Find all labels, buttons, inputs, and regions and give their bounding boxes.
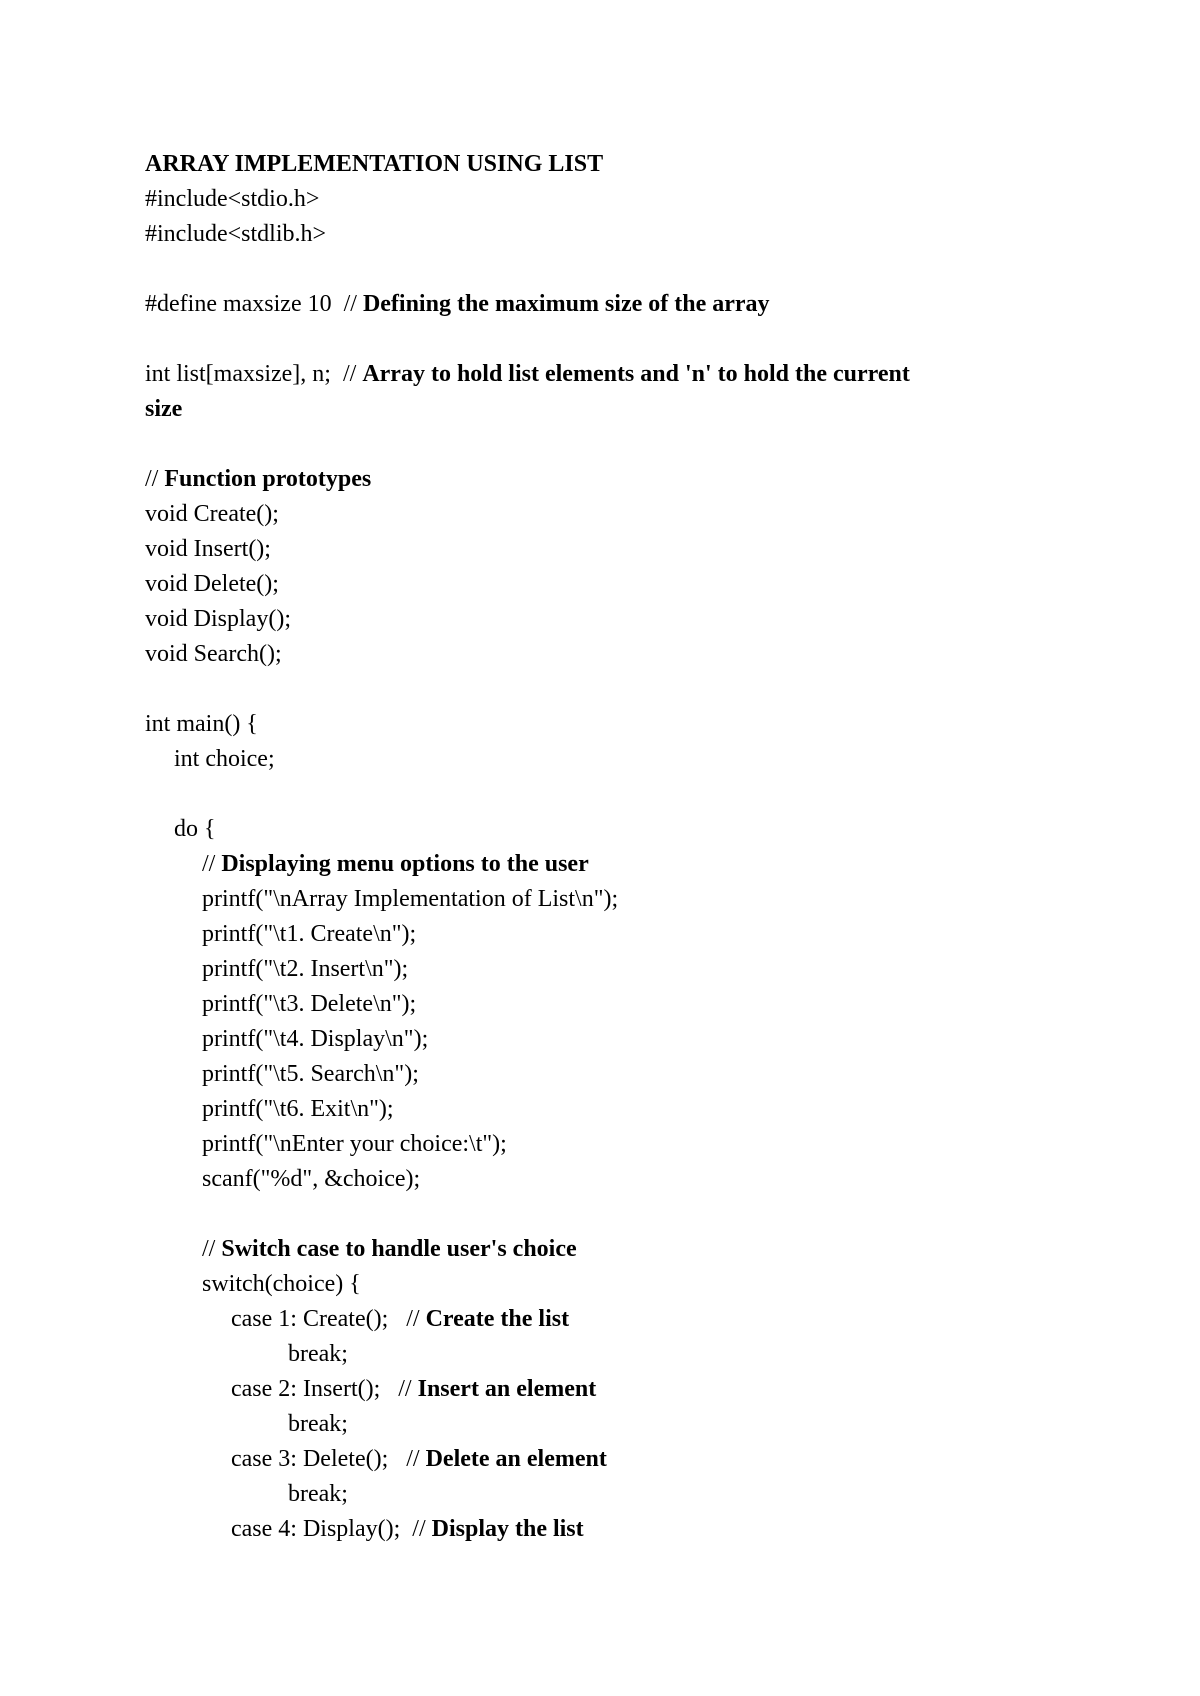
comment-prefix: // xyxy=(202,1236,222,1262)
declaration-code: int list[maxsize], n; // xyxy=(145,361,363,387)
code-line-case-4 xyxy=(231,1511,584,1547)
declaration-comment-continued: size xyxy=(145,396,183,422)
switch-comment: Switch case to handle user's choice xyxy=(221,1236,577,1262)
code-line-switch-open: switch(choice) { xyxy=(202,1271,361,1297)
code-line-printf: printf("\t1. Create\n"); xyxy=(202,921,417,947)
code-line-printf: printf("\t3. Delete\n"); xyxy=(202,991,417,1017)
declaration-comment: Array to hold list elements and 'n' to hold the current xyxy=(362,361,910,387)
case-code: case 1: Create(); // xyxy=(231,1306,426,1332)
code-line-include-stdlib: #include<stdlib.h> xyxy=(145,221,327,247)
case-code: case 4: Display(); // xyxy=(231,1516,432,1542)
code-line-include-stdio: #include<stdio.h> xyxy=(145,186,320,212)
code-line-choice-decl: int choice; xyxy=(174,746,275,772)
code-line-break: break; xyxy=(288,1411,348,1437)
code-line-printf: printf("\nEnter your choice:\t"); xyxy=(202,1131,507,1157)
code-line-declaration xyxy=(145,356,910,392)
code-line-prototype-create: void Create(); xyxy=(145,501,279,527)
prototype-comment: Function prototypes xyxy=(164,466,372,492)
code-line-do-open: do { xyxy=(174,816,216,842)
code-line-case-3 xyxy=(231,1441,607,1477)
code-line-prototype-delete: void Delete(); xyxy=(145,571,279,597)
code-line-define xyxy=(145,286,770,322)
code-line-printf: printf("\t2. Insert\n"); xyxy=(202,956,409,982)
code-line-printf: printf("\nArray Implementation of List\n"); xyxy=(202,886,619,912)
code-line-printf: printf("\t5. Search\n"); xyxy=(202,1061,419,1087)
case-comment: Delete an element xyxy=(425,1446,607,1472)
case-comment: Insert an element xyxy=(417,1376,597,1402)
code-line-case-2 xyxy=(231,1371,596,1407)
comment-prefix: // xyxy=(145,466,165,492)
menu-comment: Displaying menu options to the user xyxy=(221,851,589,877)
code-line-switch-comment xyxy=(202,1231,577,1267)
define-comment: Defining the maximum size of the array xyxy=(362,291,770,317)
code-line-prototype-comment xyxy=(145,461,371,497)
comment-prefix: // xyxy=(202,851,222,877)
case-code: case 2: Insert(); // xyxy=(231,1376,418,1402)
document-title: ARRAY IMPLEMENTATION USING LIST xyxy=(145,151,604,177)
code-line-main-open: int main() { xyxy=(145,711,258,737)
code-line-break: break; xyxy=(288,1341,348,1367)
code-line-scanf: scanf("%d", &choice); xyxy=(202,1166,421,1192)
case-code: case 3: Delete(); // xyxy=(231,1446,426,1472)
code-line-printf: printf("\t4. Display\n"); xyxy=(202,1026,429,1052)
code-line-case-1 xyxy=(231,1301,569,1337)
case-comment: Create the list xyxy=(425,1306,570,1332)
case-comment: Display the list xyxy=(431,1516,584,1542)
define-code: #define maxsize 10 // xyxy=(145,291,363,317)
code-line-menu-comment xyxy=(202,846,589,882)
code-line-prototype-insert: void Insert(); xyxy=(145,536,271,562)
code-line-break: break; xyxy=(288,1481,348,1507)
code-line-printf: printf("\t6. Exit\n"); xyxy=(202,1096,394,1122)
code-line-prototype-search: void Search(); xyxy=(145,641,282,667)
code-line-prototype-display: void Display(); xyxy=(145,606,291,632)
